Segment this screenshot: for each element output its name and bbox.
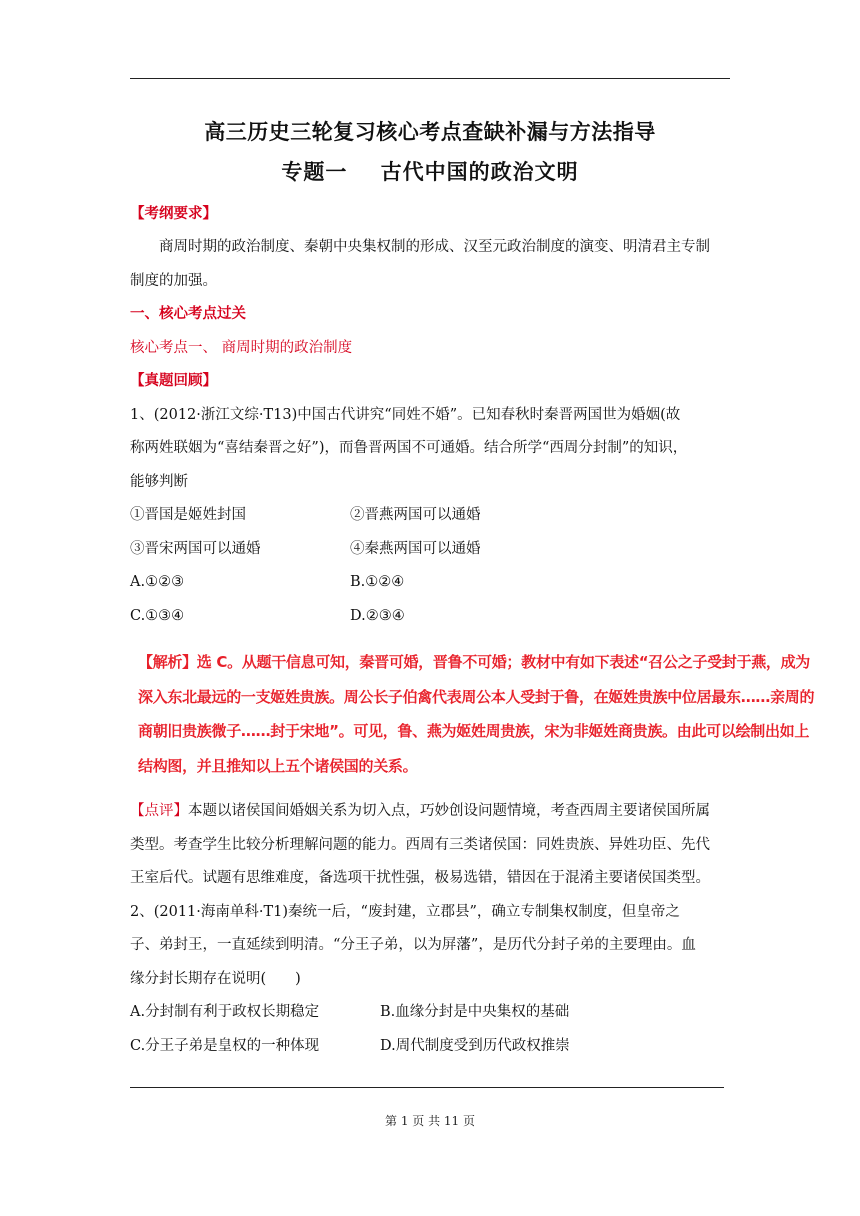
analysis-line-1: 【解析】选 C。从题干信息可知，秦晋可婚，晋鲁不可婚；教材中有如下表述“召公之子受封于燕，成为 xyxy=(138,653,810,671)
outline-heading: 【考纲要求】 xyxy=(130,205,217,222)
analysis-line-3: 商朝旧贵族微子……封于宋地”。可见，鲁、燕为姬姓周贵族，宋为非姬姓商贵族。由此可以绘制出如上 xyxy=(138,722,810,740)
q1-statement-3: ③晋宋两国可以通婚 xyxy=(130,541,261,557)
q2-stem-line-2: 子、弟封王，一直延续到明清。“分王子弟，以为屏藩”，是历代分封子弟的主要理由。血 xyxy=(130,937,696,953)
comment-line-2: 类型。考查学生比较分析理解问题的能力。西周有三类诸侯国：同姓贵族、异姓功臣、先代 xyxy=(130,837,710,853)
q1-stem-line-1: 1、(2012·浙江文综·T13)中国古代讲究“同姓不婚”。已知春秋时秦晋两国世为婚姻(故 xyxy=(130,407,681,423)
q1-choice-d: D.②③④ xyxy=(350,608,405,624)
subtitle-topic-name: 古代中国的政治文明 xyxy=(380,159,579,184)
document-subtitle xyxy=(130,156,730,186)
q2-choice-d: D.周代制度受到历代政权推崇 xyxy=(380,1038,570,1054)
q1-statement-2: ②晋燕两国可以通婚 xyxy=(350,507,481,523)
core-section-heading: 一、核心考点过关 xyxy=(130,305,246,322)
document-title: 高三历史三轮复习核心考点查缺补漏与方法指导 xyxy=(204,119,656,144)
q1-choice-a: A.①②③ xyxy=(130,574,185,590)
q2-choice-row-1 xyxy=(130,1002,730,1022)
core-point-heading: 核心考点一、 商周时期的政治制度 xyxy=(130,340,353,356)
comment-text-1: 本题以诸侯国间婚姻关系为切入点，巧妙创设问题情境，考查西周主要诸侯国所属 xyxy=(188,803,710,819)
footer-rule xyxy=(130,1087,724,1088)
q1-stem-line-3: 能够判断 xyxy=(130,474,188,490)
real-exam-heading: 【真题回顾】 xyxy=(130,372,217,389)
q1-choice-row-2 xyxy=(130,606,730,626)
header-rule xyxy=(130,78,730,79)
subtitle-topic-number: 专题一 xyxy=(281,159,348,184)
q1-choice-b: B.①②④ xyxy=(350,574,405,590)
q2-choice-a: A.分封制有利于政权长期稳定 xyxy=(130,1004,320,1020)
q2-stem-line-1: 2、(2011·海南单科·T1)秦统一后，“废封建，立郡县”，确立专制集权制度，但皇帝之 xyxy=(130,904,680,920)
comment-line-1 xyxy=(130,801,730,821)
q2-choice-b: B.血缘分封是中央集权的基础 xyxy=(380,1004,570,1020)
q1-stem-line-2: 称两姓联姻为“喜结秦晋之好”)，而鲁晋两国不可通婚。结合所学“西周分封制”的知识， xyxy=(130,440,688,456)
analysis-line-2: 深入东北最远的一支姬姓贵族。周公长子伯禽代表周公本人受封于鲁，在姬姓贵族中位居最东……亲周的 xyxy=(138,688,815,706)
outline-text-line-1: 商周时期的政治制度、秦朝中央集权制的形成、汉至元政治制度的演变、明清君主专制 xyxy=(159,239,710,255)
q1-statement-row-2 xyxy=(130,539,730,559)
q1-statement-row-1 xyxy=(130,505,730,525)
q1-statement-1: ①晋国是姬姓封国 xyxy=(130,507,246,523)
q1-choice-c: C.①③④ xyxy=(130,608,185,624)
outline-text-line-2: 制度的加强。 xyxy=(130,273,217,289)
page-number: 第 1 页 共 11 页 xyxy=(385,1114,475,1128)
q2-choice-row-2 xyxy=(130,1036,730,1056)
q2-stem-line-3: 缘分封长期存在说明( ) xyxy=(130,971,301,987)
q2-choice-c: C.分王子弟是皇权的一种体现 xyxy=(130,1038,320,1054)
analysis-line-4: 结构图，并且推知以上五个诸侯国的关系。 xyxy=(138,757,418,775)
q1-statement-4: ④秦燕两国可以通婚 xyxy=(350,541,481,557)
comment-label: 【点评】 xyxy=(130,803,188,819)
q1-choice-row-1 xyxy=(130,572,730,592)
comment-line-3: 王室后代。试题有思维难度，备选项干扰性强，极易选错，错因在于混淆主要诸侯国类型。 xyxy=(130,870,710,886)
